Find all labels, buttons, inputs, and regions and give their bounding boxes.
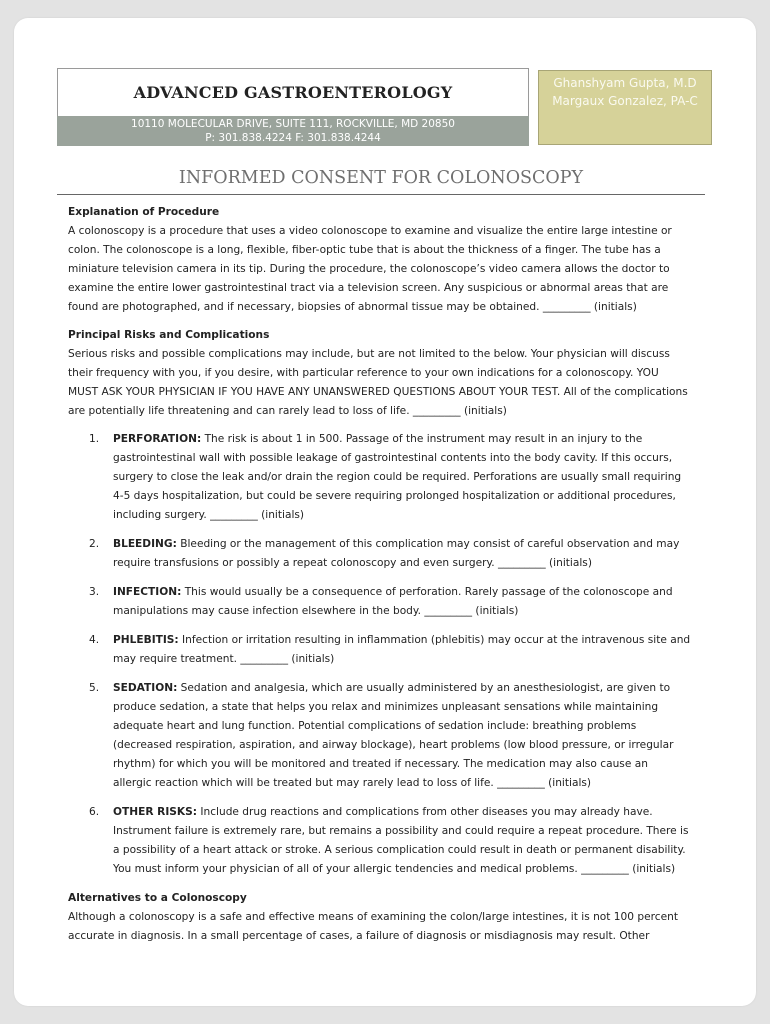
risk-label: INFECTION: [113, 586, 182, 598]
letterhead-name-box [57, 68, 529, 117]
risk-item-other [68, 803, 713, 879]
list-number: 3. [89, 586, 100, 598]
risk-label: PERFORATION: [113, 433, 202, 445]
risk-text: surgery to close the leak and/or drain the region could be required. Perforations are usually small requiring [113, 471, 682, 483]
document-body [68, 203, 713, 946]
risk-text: Include drug reactions and complications from other diseases you may already have. [197, 806, 653, 818]
risk-item-sedation [68, 679, 713, 793]
explanation-paragraph [68, 222, 713, 317]
risk-text: allergic reaction which will be treated but may rarely lead to loss of life. _________ (initials) [113, 777, 592, 789]
risk-item-perforation [68, 430, 713, 525]
risk-text: (decreased respiration, aspiration, and airway blockage), heart problems (low blood pressure, or irregular [113, 739, 674, 751]
risk-text: may require treatment. _________ (initials) [113, 653, 335, 665]
alternatives-paragraph [68, 908, 713, 946]
risks-paragraph [68, 345, 713, 421]
risk-text: require transfusions or possibly a repeat colonoscopy and even surgery. _________ (initials) [113, 557, 592, 569]
risk-text: Sedation and analgesia, which are usually administered by an anesthesiologist, are given to [177, 682, 671, 694]
practice-name: ADVANCED GASTROENTEROLOGY [133, 83, 453, 102]
title-divider [57, 194, 705, 195]
list-number: 6. [89, 806, 100, 818]
paragraph-line: their frequency with you, if you desire, with particular reference to your own indications for a colonoscopy. YOU [68, 367, 659, 379]
address-bar [57, 116, 529, 146]
list-number: 1. [89, 433, 100, 445]
risk-text: Instrument failure is extremely rare, but remains a possibility and could require a repeat procedure. There is [113, 825, 689, 837]
risk-text: gastrointestinal wall with possible leakage of gastrointestinal contents into the body cavity. If this occurs, [113, 452, 673, 464]
paragraph-line: miniature television camera in its tip. During the procedure, the colonoscope’s video camera allows the doctor to [68, 263, 670, 275]
paragraph-line: accurate in diagnosis. In a small percentage of cases, a failure of diagnosis or misdiagnosis may result. Other [68, 930, 650, 942]
risk-item-infection [68, 583, 713, 621]
list-number: 2. [89, 538, 100, 550]
risk-text: produce sedation, a state that helps you relax and minimizes unpleasant sensations while maintaining [113, 701, 659, 713]
physician-name-1: Ghanshyam Gupta, M.D [553, 76, 697, 90]
risk-text: adequate heart and lung function. Potential complications of sedation include: breathing problems [113, 720, 637, 732]
risk-text: including surgery. _________ (initials) [113, 509, 305, 521]
risk-text: You must inform your physician of all of your allergic tendencies and medical problems. _________ (initials) [113, 863, 676, 875]
list-number: 5. [89, 682, 100, 694]
practice-phone-fax: P: 301.838.4224 F: 301.838.4244 [205, 132, 381, 144]
alternatives-heading: Alternatives to a Colonoscopy [68, 892, 247, 904]
risk-label: BLEEDING: [113, 538, 177, 550]
paragraph-line: Although a colonoscopy is a safe and effective means of examining the colon/large intestines, it is not 100 percent [68, 911, 678, 923]
paragraph-line: A colonoscopy is a procedure that uses a video colonoscope to examine and visualize the entire large intestine or [68, 225, 672, 237]
risk-text: 4-5 days hospitalization, but could be severe requiring prolonged hospitalization or additional procedures, [113, 490, 676, 502]
risk-text: a possibility of a heart attack or stroke. A serious complication could result in death or permanent disability. [113, 844, 686, 856]
risks-heading: Principal Risks and Complications [68, 329, 270, 341]
risks-list [68, 430, 713, 879]
paragraph-line: found are photographed, and if necessary, biopsies of abnormal tissue may be obtained. _________ (initials) [68, 301, 637, 313]
risk-item-phlebitis [68, 631, 713, 669]
document-title: INFORMED CONSENT FOR COLONOSCOPY [178, 168, 584, 188]
paragraph-line: colon. The colonoscope is a long, flexible, fiber-optic tube that is about the thickness of a finger. The tube has a [68, 244, 661, 256]
risk-text: This would usually be a consequence of perforation. Rarely passage of the colonoscope and [181, 586, 673, 598]
risk-label: PHLEBITIS: [113, 634, 179, 646]
risk-text: Bleeding or the management of this complication may consist of careful observation and may [176, 538, 680, 550]
paragraph-line: MUST ASK YOUR PHYSICIAN IF YOU HAVE ANY UNANSWERED QUESTIONS ABOUT YOUR TEST. All of the complications [68, 386, 688, 398]
document-page [14, 18, 756, 1006]
risk-text: Infection or irritation resulting in inflammation (phlebitis) may occur at the intravenous site and [178, 634, 691, 646]
risk-label: OTHER RISKS: [113, 806, 197, 818]
paragraph-line: examine the entire lower gastrointestinal tract via a television screen. Any suspicious or abnormal areas that are [68, 282, 669, 294]
list-number: 4. [89, 634, 100, 646]
risk-text: manipulations may cause infection elsewhere in the body. _________ (initials) [113, 605, 519, 617]
physician-name-2: Margaux Gonzalez, PA-C [552, 94, 698, 108]
physician-box [538, 70, 712, 145]
practice-address: 10110 MOLECULAR DRIVE, SUITE 111, ROCKVILLE, MD 20850 [131, 118, 455, 130]
risk-item-bleeding [68, 535, 713, 573]
risk-label: SEDATION: [113, 682, 178, 694]
paragraph-line: Serious risks and possible complications may include, but are not limited to the below. Your physician will discuss [68, 348, 670, 360]
risk-text: rhythm) for which you will be monitored and treated if necessary. The medication may also cause an [113, 758, 648, 770]
risk-text: The risk is about 1 in 500. Passage of the instrument may result in an injury to the [201, 433, 643, 445]
explanation-heading: Explanation of Procedure [68, 206, 220, 218]
paragraph-line: are potentially life threatening and can rarely lead to loss of life. _________ (initials) [68, 405, 507, 417]
